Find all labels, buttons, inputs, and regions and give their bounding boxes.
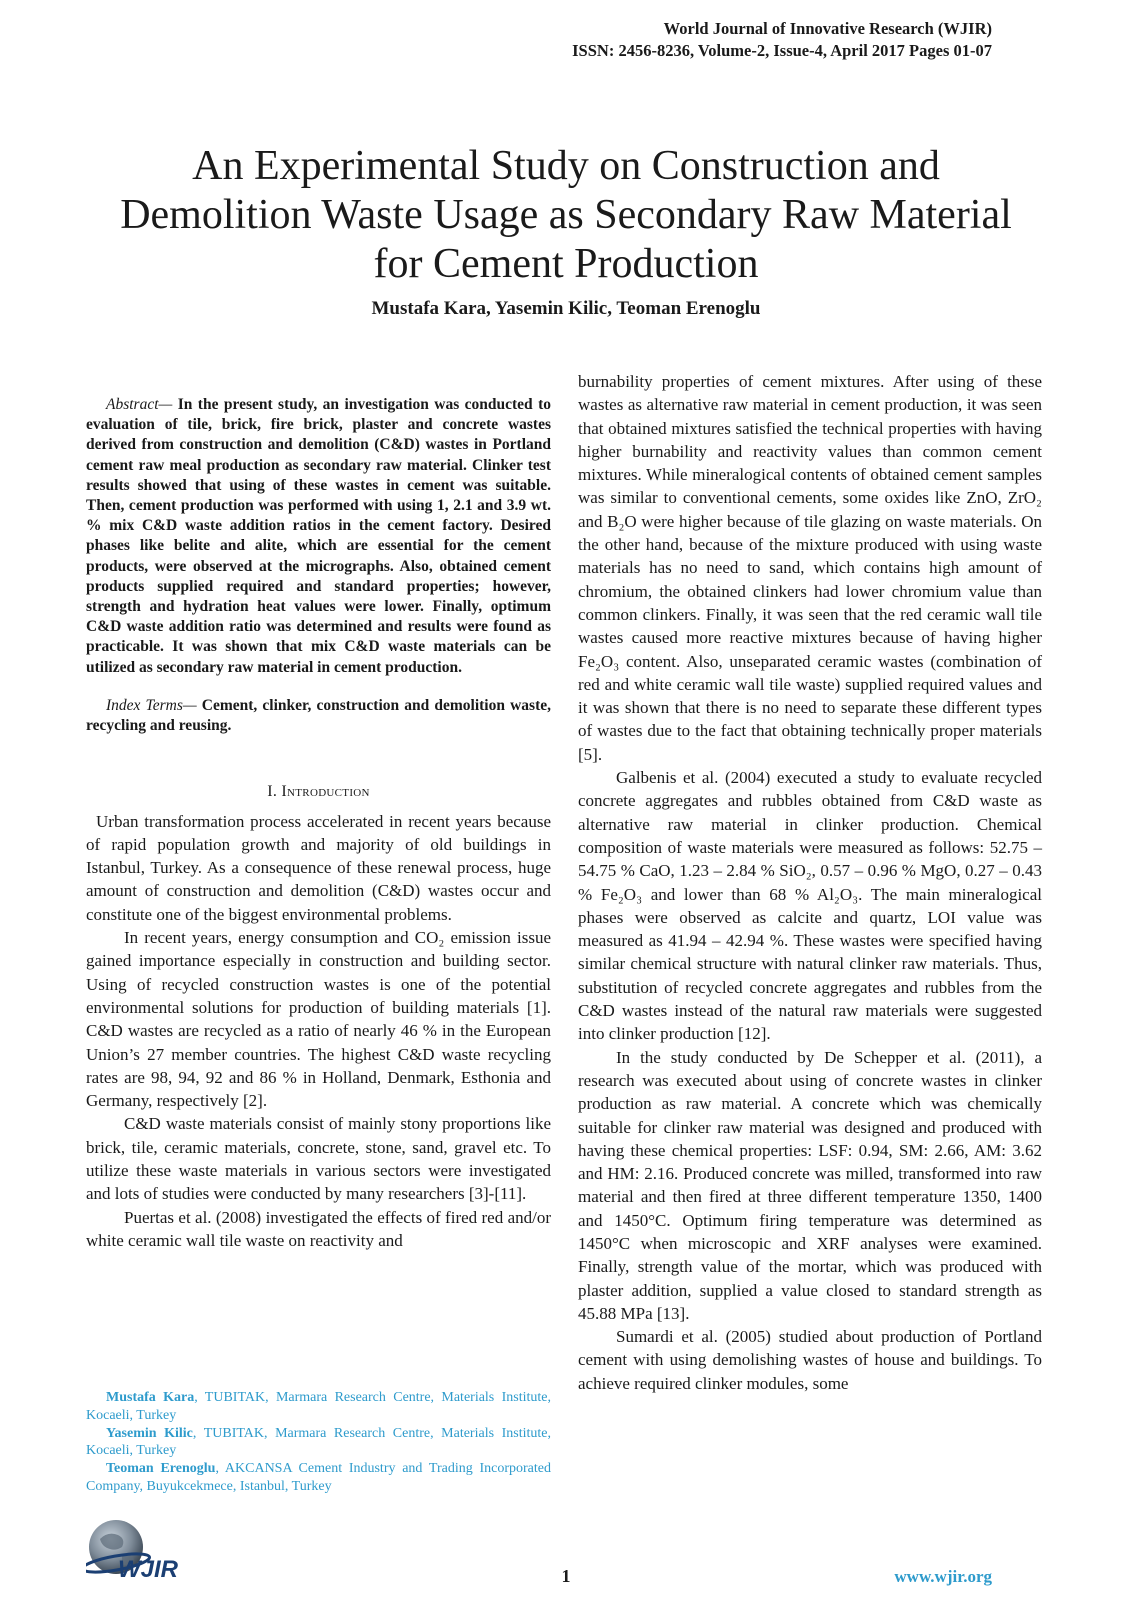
journal-header: [572, 18, 992, 62]
paragraph: Puertas et al. (2008) investigated the effects of fired red and/or white ceramic wall tile waste on reactivity and: [86, 1207, 551, 1250]
website-link[interactable]: www.wjir.org: [894, 1567, 992, 1586]
index-terms: [86, 696, 551, 736]
author-affiliations: [86, 1389, 551, 1496]
paragraph: C&D waste materials consist of mainly stony proportions like brick, tile, ceramic materials, concrete, stone, sand, gravel etc. To utilize these waste materials in various sectors were investigated and lots of studies were conducted by many researchers [3]-[11].: [86, 1114, 551, 1204]
affiliation-name: Yasemin Kilic: [106, 1425, 193, 1441]
paragraph: Urban transformation process accelerated in recent years because of rapid population growth and majority of old buildings in Istanbul, Turkey. As a consequence of these renewal process, huge amount of construction and demolition (C&D) wastes occur and constitute one of the biggest environmental problems.: [86, 811, 551, 924]
page-number: 1: [561, 1566, 571, 1586]
affiliation-name: Mustafa Kara: [106, 1390, 195, 1405]
journal-issue: ISSN: 2456-8236, Volume-2, Issue-4, April 2017 Pages 01-07: [572, 41, 992, 60]
abstract: [86, 395, 551, 678]
affiliation-name: Teoman Erenoglu: [106, 1461, 216, 1477]
title-line: for Cement Production: [373, 241, 759, 288]
section-heading-introduction: I. Introduction: [267, 783, 370, 801]
affiliation-text: , AKCANSA Cement Industry and Trading Incorporated Company, Buyukcekmece, Istanbul, Turkey: [86, 1461, 551, 1494]
paragraph: burnability properties of cement mixtures. After using of these wastes as alternative raw material in cement production, it was seen that obtained mixtures satisfied the technical properties with having higher burnability and reactivity values than common cement mixtures. While mineralogical contents of obtained cement samples was similar to conventional cements, some oxides like ZnO, ZrO₂ and B₂O were higher because of tile glazing on waste materials. On the other hand, because of the mixture produced with using waste materials has no need to sand, which contains high amount of chromium, the obtained clinkers had lower chromium value than common clinkers. Finally, it was seen that the red ceramic wall tile wastes caused more reactive mixtures because of having higher Fe₂O₃ content. Also, unseparated ceramic wastes (combination of red and white ceramic wall tile waste) supplied required values and it was shown that there is no need to separate these different types of wastes due to the fact that obtaining technically proper materials [5].: [578, 372, 1042, 764]
right-column: [578, 370, 1042, 1395]
paragraph: Sumardi et al. (2005) studied about production of Portland cement with using demolishing wastes of house and buildings. To achieve required clinker modules, some: [578, 1327, 1042, 1393]
journal-name: World Journal of Innovative Research (WJIR): [663, 19, 992, 38]
title-line: An Experimental Study on Construction and: [192, 143, 940, 190]
affiliation: [86, 1389, 551, 1425]
affiliation-text: , TUBITAK, Marmara Research Centre, Materials Institute, Kocaeli, Turkey: [86, 1390, 551, 1423]
index-terms-lead: Index Terms—: [106, 696, 197, 714]
author-list: Mustafa Kara, Yasemin Kilic, Teoman Erenoglu: [371, 298, 761, 319]
title-line: Demolition Waste Usage as Secondary Raw Material: [120, 192, 1012, 239]
left-column: [86, 395, 551, 1252]
paper-title: [90, 142, 1042, 289]
paragraph: Galbenis et al. (2004) executed a study to evaluate recycled concrete aggregates and rubbles obtained from C&D waste as alternative raw material in clinker production. Chemical composition of waste materials were measured as follows: 52.75 – 54.75 % CaO, 1.23 – 2.84 % SiO₂, 0.57 – 0.96 % MgO, 0.27 – 0.43 % Fe₂O₃ and lower than 68 % Al₂O₃. The main mineralogical phases were observed as calcite and quartz, LOI value was measured as 41.94 – 42.94 %. These wastes were specified having similar chemical structure with natural clinker raw materials. Thus, substitution of recycled concrete aggregates and rubbles from the C&D wastes instead of the natural raw materials were suggested into clinker production [12].: [578, 768, 1042, 1044]
affiliation-text: , TUBITAK, Marmara Research Centre, Materials Institute, Kocaeli, Turkey: [86, 1425, 551, 1459]
abstract-text: In the present study, an investigation was conducted to evaluation of tile, brick, fire brick, plaster and concrete wastes derived from construction and demolition (C&D) wastes in Portland cement raw meal production as secondary raw material. Clinker test results showed that using of these wastes in cement was suitable. Then, cement production was performed with using 1, 2.1 and 3.9 wt. % mix C&D waste addition ratios in the cement factory. Desired phases like belite and alite, which are essential for the cement products, were observed at the micrographs. Also, obtained cement products supplied required and standard properties; however, strength and hydration heat values were lower. Finally, optimum C&D waste addition ratio was determined and results were found as practicable. It was shown that mix C&D waste materials can be utilized as secondary raw material in cement production.: [86, 396, 551, 676]
paragraph: In recent years, energy consumption and CO₂ emission issue gained importance especially in construction and building sector. Using of recycled construction wastes is one of the potential environmental solutions for production of building materials [1]. C&D wastes are recycled as a ratio of nearly 46 % in the European Union’s 27 member countries. The highest C&D waste recycling rates are 98, 94, 92 and 86 % in Holland, Denmark, Esthonia and Germany, respectively [2].: [86, 928, 551, 1111]
index-terms-text: Cement, clinker, construction and demolition waste, recycling and reusing.: [86, 696, 551, 735]
logo-text: WJIR: [118, 1556, 178, 1583]
affiliation: [86, 1460, 551, 1496]
paragraph: In the study conducted by De Schepper et al. (2011), a research was executed about using of concrete wastes in clinker production as raw material. A concrete which was chemically suitable for clinker raw material was designed and produced with having these chemical properties: LSF: 0.94, SM: 2.66, AM: 3.62 and HM: 2.16. Produced concrete was milled, transformed into raw material and then fired at three different temperature 1350, 1400 and 1450°C. Optimum firing temperature was determined as 1450°C when microscopic and XRF analyses were examined. Finally, strength value of the mortar, which was produced with plaster addition, supplied a value closed to standard strength as 45.88 MPa [13].: [578, 1047, 1042, 1323]
abstract-lead: Abstract—: [106, 396, 173, 413]
affiliation: [86, 1425, 551, 1461]
